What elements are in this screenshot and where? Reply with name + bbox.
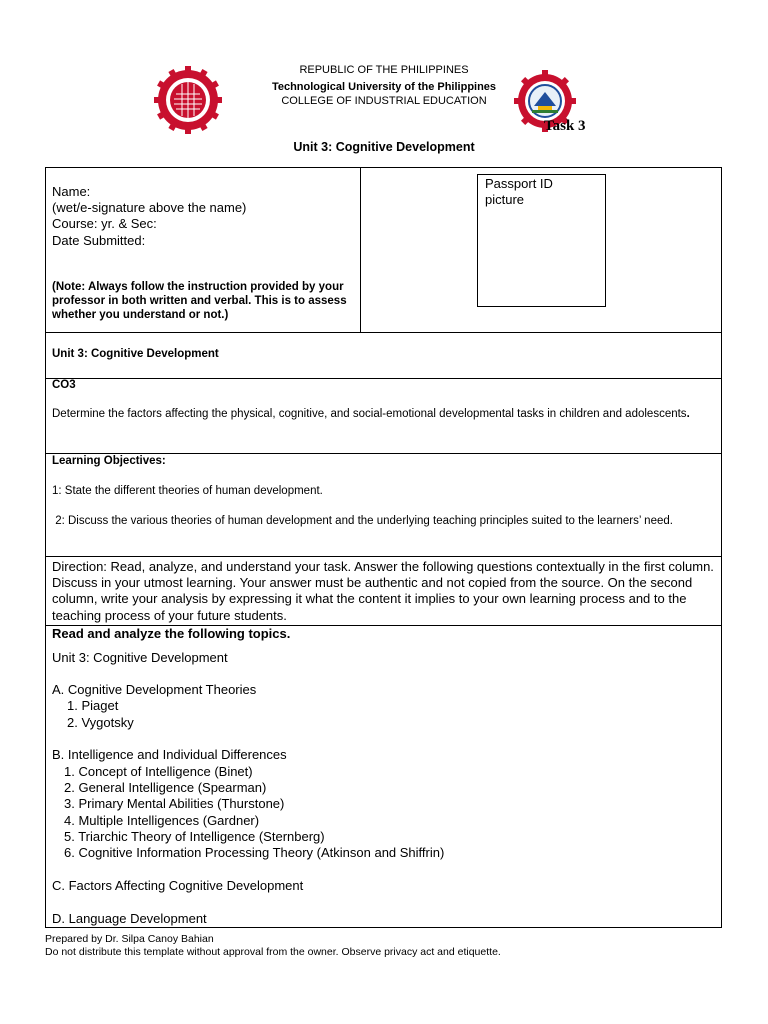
section-d-title: D. Language Development bbox=[52, 911, 207, 926]
page-title: Unit 3: Cognitive Development bbox=[293, 140, 475, 154]
name-field-label: Name: bbox=[52, 184, 91, 199]
objectives-heading: Learning Objectives: bbox=[52, 455, 166, 467]
signature-note: (wet/e-signature above the name) bbox=[52, 200, 247, 215]
list-item: 1. Piaget bbox=[67, 698, 119, 713]
task-table bbox=[45, 167, 722, 928]
list-item: 4. Multiple Intelligences (Gardner) bbox=[64, 813, 260, 828]
list-item: 6. Cognitive Information Processing Theory (Atkinson and Shiffrin) bbox=[64, 845, 445, 860]
unit-row-title: Unit 3: Cognitive Development bbox=[52, 348, 219, 360]
distribution-notice: Do not distribute this template without approval from the owner. Observe privacy act and etiquette. bbox=[45, 946, 501, 958]
row-divider bbox=[46, 556, 721, 557]
university-name: Technological University of the Philippines bbox=[271, 81, 497, 93]
section-a-title: A. Cognitive Development Theories bbox=[52, 682, 257, 697]
college-name: COLLEGE OF INDUSTRIAL EDUCATION bbox=[281, 95, 487, 107]
topics-unit: Unit 3: Cognitive Development bbox=[52, 650, 228, 665]
section-c-title: C. Factors Affecting Cognitive Development bbox=[52, 878, 304, 893]
list-item: 1. Concept of Intelligence (Binet) bbox=[64, 764, 253, 779]
task-label: Task 3 bbox=[544, 118, 586, 134]
row-divider bbox=[46, 332, 721, 333]
course-outcome-text: Determine the factors affecting the physical, cognitive, and social-emotional developmental tasks in children and adolescents. bbox=[52, 408, 690, 420]
date-field-label: Date Submitted: bbox=[52, 233, 146, 248]
section-b-title: B. Intelligence and Individual Differences bbox=[52, 747, 287, 762]
list-item: 2. General Intelligence (Spearman) bbox=[64, 780, 267, 795]
course-field-label: Course: yr. & Sec: bbox=[52, 216, 157, 231]
passport-photo-box bbox=[477, 174, 606, 307]
prepared-by: Prepared by Dr. Silpa Canoy Bahian bbox=[45, 933, 214, 945]
passport-label: picture bbox=[485, 192, 525, 207]
passport-label: Passport ID bbox=[485, 176, 553, 191]
list-item: 5. Triarchic Theory of Intelligence (Sternberg) bbox=[64, 829, 325, 844]
objective-item: 1: State the different theories of human development. bbox=[52, 485, 323, 497]
direction-text: Direction: Read, analyze, and understand your task. Answer the following questions contextually in the first column. Discuss in your utmost learning. Your answer must be authentic and not copied from the source. On the second column, write your analysis by expressing it what the content it implies to your own learning process and to the teaching process of your future students. bbox=[52, 559, 714, 623]
republic-label: REPUBLIC OF THE PHILIPPINES bbox=[299, 64, 469, 76]
topics-heading: Read and analyze the following topics. bbox=[52, 626, 291, 641]
list-item: 2. Vygotsky bbox=[67, 715, 134, 730]
course-outcome-code: CO3 bbox=[52, 379, 76, 391]
instruction-note: (Note: Always follow the instruction provided by your professor in both written and verbal. This is to assess whether you understand or not.) bbox=[52, 281, 347, 321]
row-divider bbox=[46, 378, 721, 379]
objective-item: 2: Discuss the various theories of human development and the underlying teaching principles suited to the learners’ need. bbox=[52, 515, 673, 527]
list-item: 3. Primary Mental Abilities (Thurstone) bbox=[64, 796, 285, 811]
column-divider bbox=[360, 168, 361, 332]
